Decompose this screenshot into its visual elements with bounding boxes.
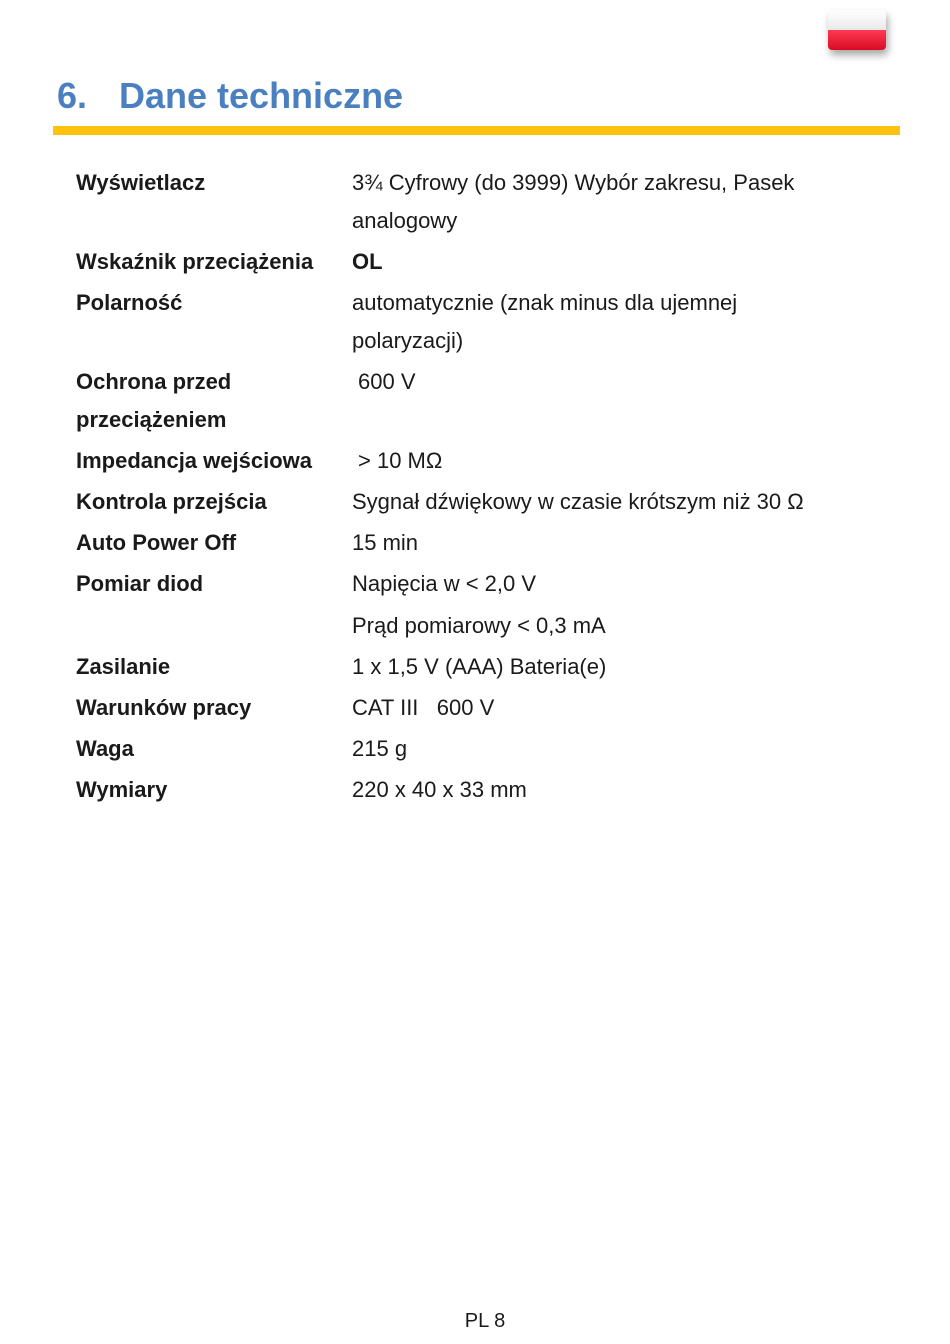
spec-value bbox=[352, 483, 876, 521]
spec-row-weight bbox=[76, 730, 876, 768]
spec-value bbox=[352, 363, 876, 439]
spec-value-line: automatycznie (znak minus dla ujemnej bbox=[352, 290, 738, 315]
spec-value-line: polaryzacji) bbox=[352, 328, 464, 353]
spec-value-line: Napięcia w < 2,0 V bbox=[352, 571, 537, 596]
spec-value-line: Sygnał dźwiękowy w czasie krótszym niż 30 Ω bbox=[352, 489, 804, 514]
spec-value bbox=[352, 442, 876, 480]
spec-row-overload-protection bbox=[76, 363, 876, 439]
spec-value-line: 215 g bbox=[352, 736, 408, 761]
spec-value bbox=[352, 284, 876, 360]
spec-row-input-impedance bbox=[76, 442, 876, 480]
spec-value-line: 1 x 1,5 V (AAA) Bateria(e) bbox=[352, 654, 607, 679]
spec-value-line: OL bbox=[352, 249, 383, 274]
spec-label: Waga bbox=[76, 736, 134, 761]
spec-value-line: 220 x 40 x 33 mm bbox=[352, 777, 527, 802]
section-number: 6. bbox=[57, 75, 88, 116]
spec-label: Polarność bbox=[76, 290, 183, 315]
spec-row-power-supply bbox=[76, 648, 876, 686]
spec-value-line: 15 min bbox=[352, 530, 419, 555]
spec-label: Impedancja wejściowa bbox=[76, 448, 312, 473]
spec-value bbox=[352, 648, 876, 686]
spec-label: Wymiary bbox=[76, 777, 168, 802]
flag-white-stripe bbox=[828, 10, 886, 30]
spec-value bbox=[352, 243, 876, 281]
flag-red-stripe bbox=[828, 30, 886, 50]
spec-row-polarity bbox=[76, 284, 876, 360]
spec-value bbox=[352, 771, 876, 809]
spec-label: Warunków pracy bbox=[76, 695, 252, 720]
spec-label: Pomiar diod bbox=[76, 571, 204, 596]
spec-value-line: CAT III 600 V bbox=[352, 695, 495, 720]
spec-value bbox=[352, 730, 876, 768]
spec-value-line: 3¾ Cyfrowy (do 3999) Wybór zakresu, Pasek bbox=[352, 170, 795, 195]
spec-value-line: 600 V bbox=[358, 369, 416, 394]
spec-value-line: analogowy bbox=[352, 208, 458, 233]
page-number: PL 8 bbox=[464, 1310, 506, 1332]
spec-label: Zasilanie bbox=[76, 654, 171, 679]
spec-value bbox=[352, 524, 876, 562]
spec-value bbox=[352, 565, 876, 645]
poland-flag-icon bbox=[828, 10, 886, 50]
spec-label: Kontrola przejścia bbox=[76, 489, 267, 514]
spec-value bbox=[352, 689, 876, 727]
spec-label: Ochrona przed przeciążeniem bbox=[76, 369, 232, 432]
spec-row-display bbox=[76, 164, 876, 240]
spec-value-line: > 10 MΩ bbox=[358, 448, 443, 473]
spec-label: Wyświetlacz bbox=[76, 170, 206, 195]
spec-row-diode-test bbox=[76, 565, 876, 645]
spec-label: Wskaźnik przeciążenia bbox=[76, 249, 314, 274]
spec-label: Auto Power Off bbox=[76, 530, 237, 555]
section-heading bbox=[57, 72, 403, 120]
spec-row-overload-indicator bbox=[76, 243, 876, 281]
spec-table bbox=[76, 164, 876, 812]
spec-row-auto-power-off bbox=[76, 524, 876, 562]
spec-value-line: Prąd pomiarowy < 0,3 mA bbox=[352, 613, 606, 638]
spec-row-dimensions bbox=[76, 771, 876, 809]
spec-row-operating-conditions bbox=[76, 689, 876, 727]
spec-row-continuity bbox=[76, 483, 876, 521]
section-title: Dane techniczne bbox=[119, 75, 404, 116]
spec-value bbox=[352, 164, 876, 240]
heading-underline bbox=[53, 126, 900, 135]
